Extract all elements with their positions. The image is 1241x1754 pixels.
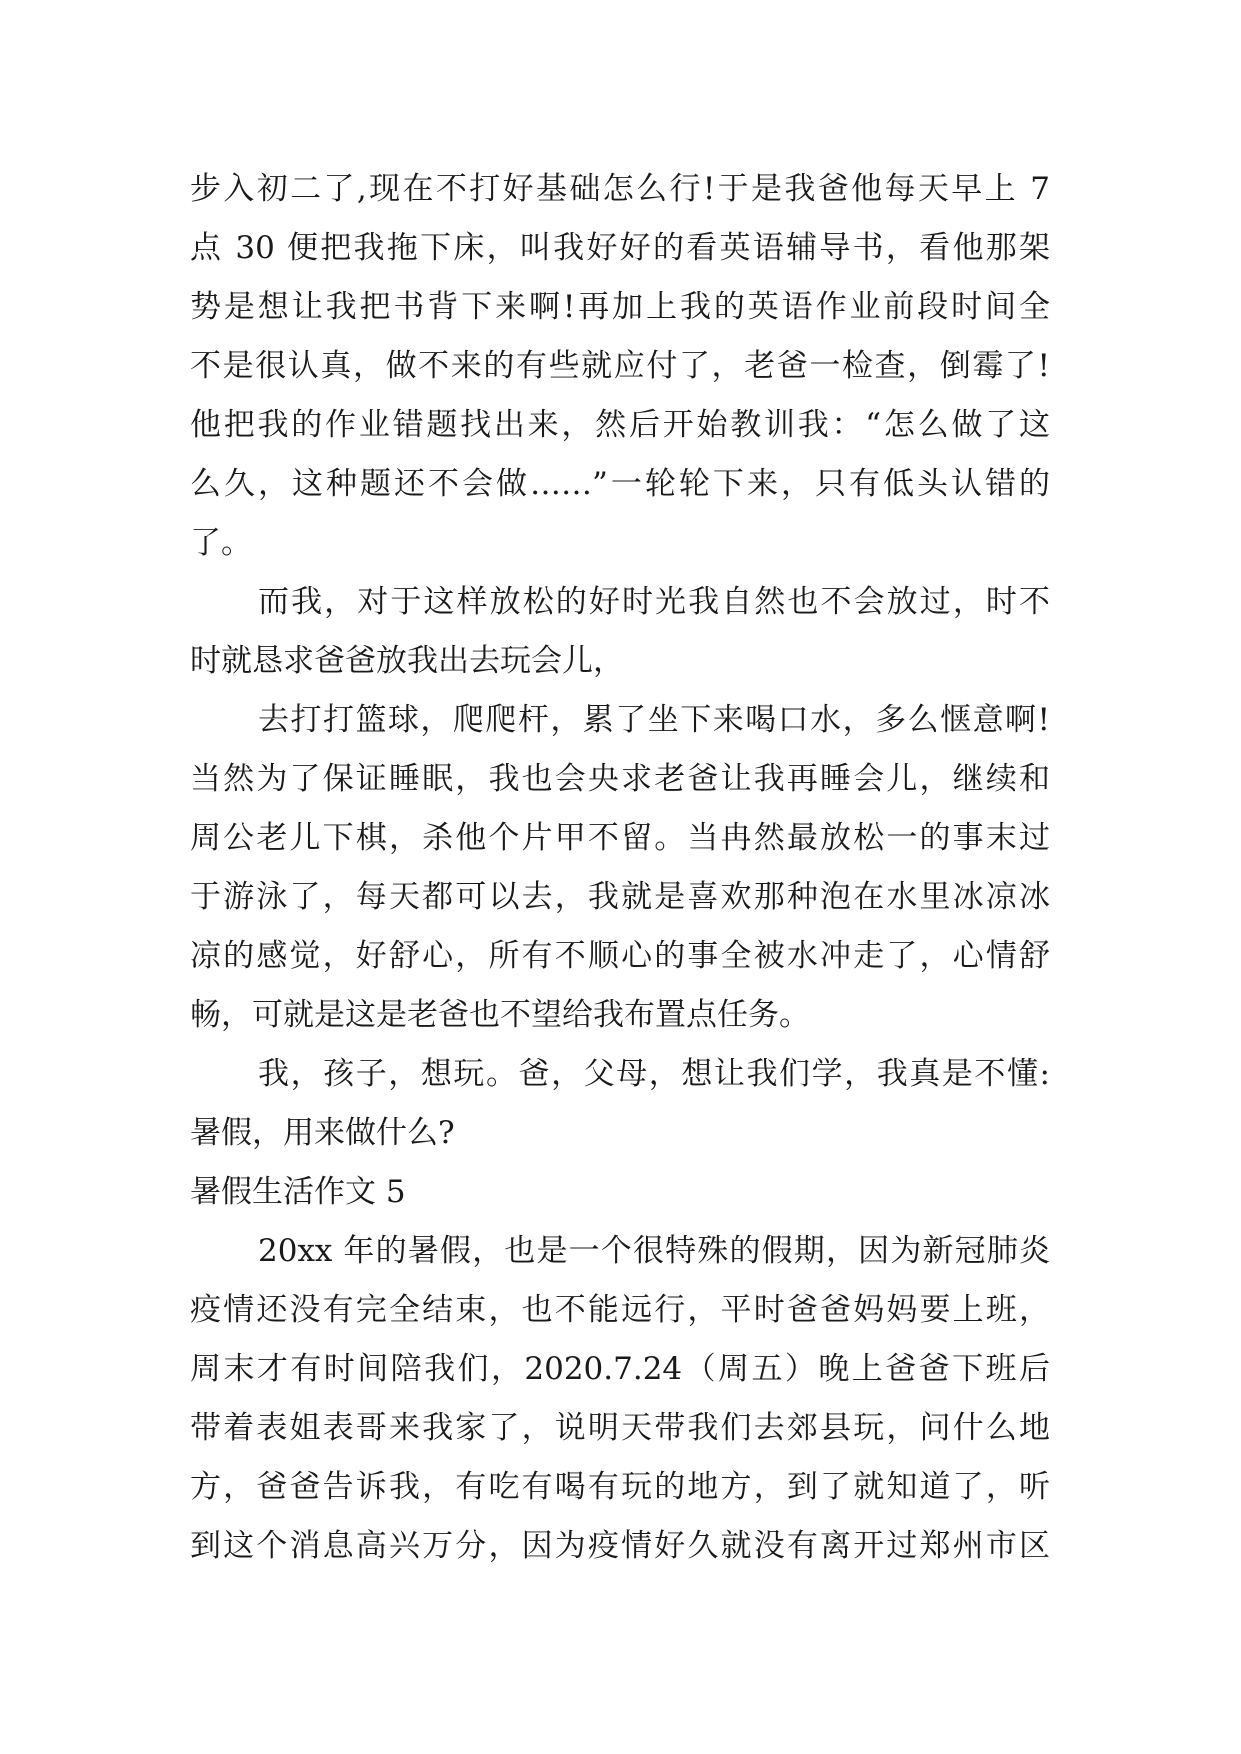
text-line: 畅，可就是这是老爸也不望给我布置点任务。 <box>190 997 810 1033</box>
document-body <box>190 160 1050 1576</box>
paragraph-first-line: 而我，对于这样放松的好时光我自然也不会放过，时不 <box>258 584 1050 620</box>
text-line: 步入初二了,现在不打好基础怎么行!于是我爸他每天早上 7 <box>190 171 1050 207</box>
text-line: 不是很认真，做不来的有些就应付了，老爸一检查，倒霉了! <box>190 348 1050 384</box>
paragraph-first-line: 我，孩子，想玩。爸，父母，想让我们学，我真是不懂: <box>258 1056 1050 1092</box>
text-line: 凉的感觉，好舒心，所有不顺心的事全被水冲走了，心情舒 <box>190 938 1050 974</box>
text-line: 周末才有时间陪我们，2020.7.24（周五）晚上爸爸下班后 <box>190 1351 1050 1387</box>
text-line: 暑假，用来做什么? <box>190 1115 455 1151</box>
text-line: 疫情还没有完全结束，也不能远行，平时爸爸妈妈要上班， <box>190 1292 1050 1328</box>
section-heading: 暑假生活作文 5 <box>190 1174 406 1210</box>
text-line: 了。 <box>190 525 252 561</box>
text-line: 当然为了保证睡眠，我也会央求老爸让我再睡会儿，继续和 <box>190 761 1050 797</box>
text-line: 周公老儿下棋，杀他个片甲不留。当冉然最放松一的事末过 <box>190 820 1050 856</box>
text-line: 点 30 便把我拖下床，叫我好好的看英语辅导书，看他那架 <box>190 230 1050 266</box>
text-line: 时就恳求爸爸放我出去玩会儿， <box>190 643 624 679</box>
text-line: 么久，这种题还不会做……”一轮轮下来，只有低头认错的 <box>190 466 1050 502</box>
text-line: 带着表姐表哥来我家了，说明天带我们去郊县玩，问什么地 <box>190 1410 1050 1446</box>
text-line: 他把我的作业错题找出来，然后开始教训我：“怎么做了这 <box>190 407 1050 443</box>
text-line: 于游泳了，每天都可以去，我就是喜欢那种泡在水里冰凉冰 <box>190 879 1050 915</box>
text-line: 到这个消息高兴万分，因为疫情好久就没有离开过郑州市区 <box>190 1528 1050 1564</box>
text-line: 势是想让我把书背下来啊!再加上我的英语作业前段时间全 <box>190 289 1050 325</box>
text-line: 方，爸爸告诉我，有吃有喝有玩的地方，到了就知道了，听 <box>190 1469 1050 1505</box>
paragraph-first-line: 20xx 年的暑假，也是一个很特殊的假期，因为新冠肺炎 <box>258 1233 1050 1269</box>
paragraph-first-line: 去打打篮球，爬爬杆，累了坐下来喝口水，多么惬意啊! <box>258 702 1050 738</box>
